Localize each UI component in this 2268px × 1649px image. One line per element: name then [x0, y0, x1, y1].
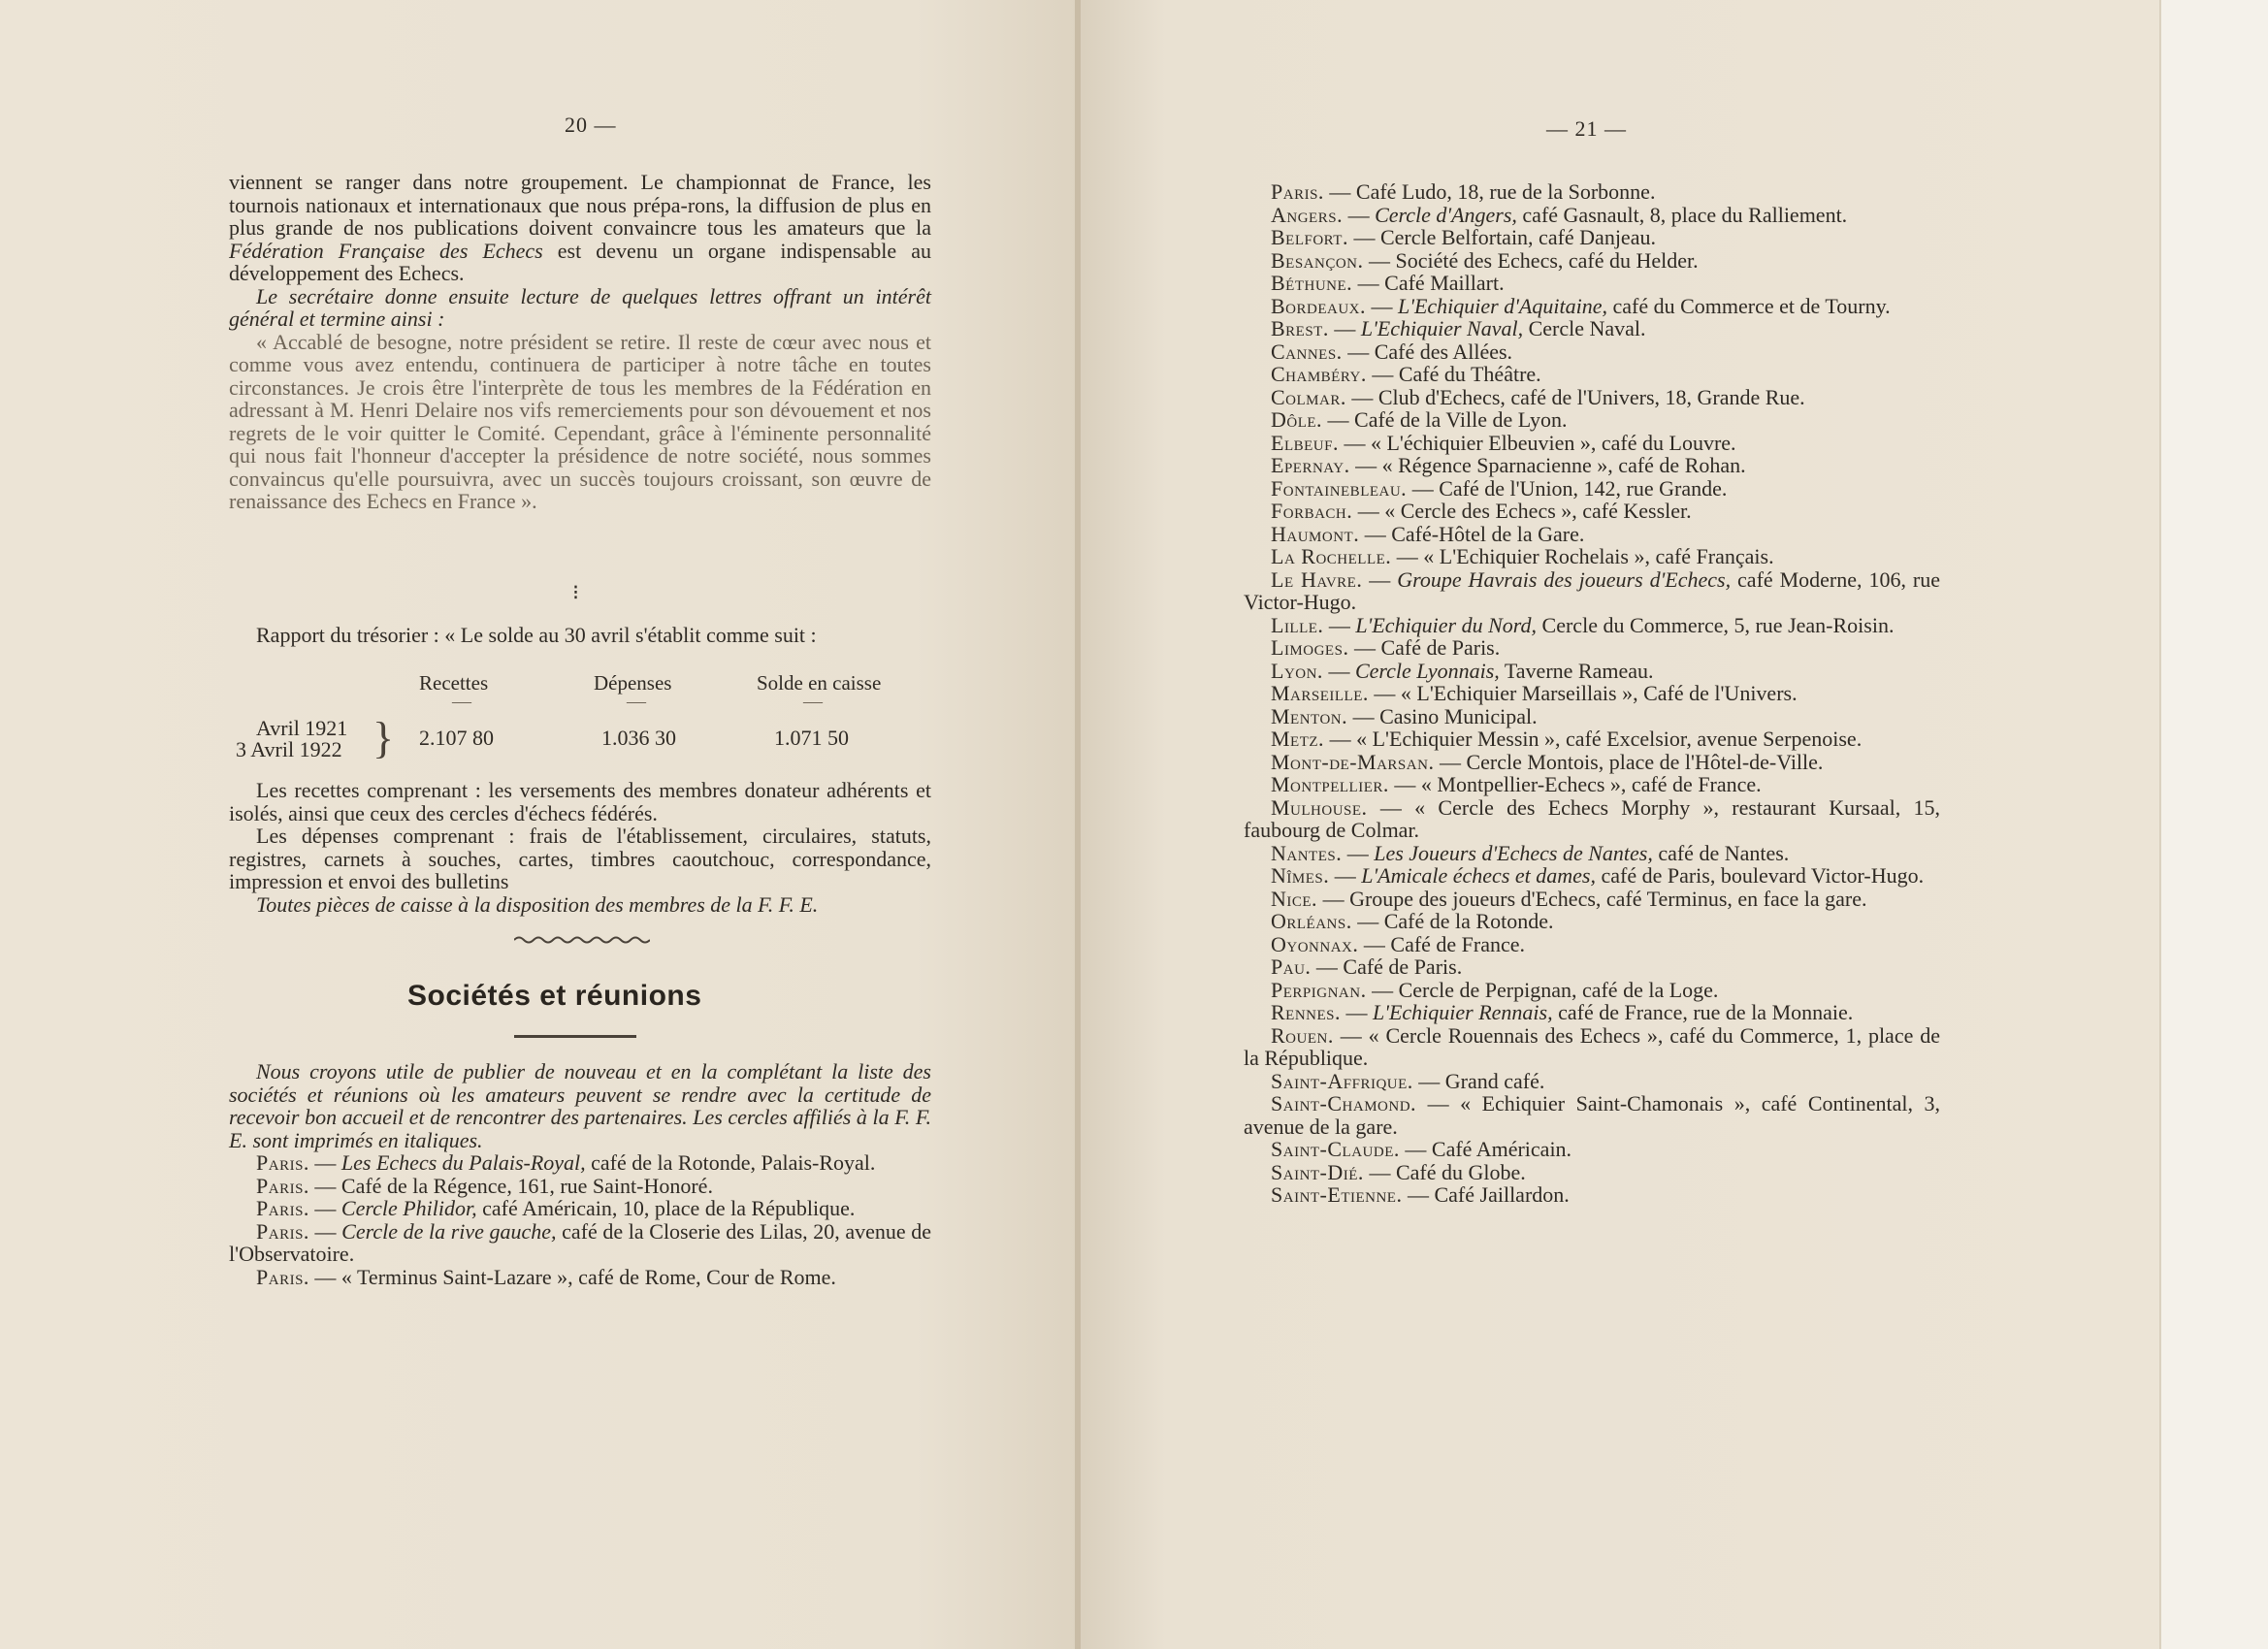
entry-rest: « L'échiquier Elbeuvien », café du Louvre. [1370, 430, 1736, 455]
list-item: Belfort. — Cercle Belfortain, café Danjeau. [1271, 225, 1656, 249]
entry-city: Forbach. [1271, 499, 1353, 523]
entry-city: Paris. [256, 1150, 309, 1175]
table-dash: — [627, 691, 646, 712]
entry-rest: Cercle Naval. [1528, 316, 1646, 340]
entry-city: Limoges. [1271, 635, 1349, 660]
intro-tail: est devenu un organe indispensable au développement des Echecs. [229, 238, 932, 285]
list-item: Paris. — Café Ludo, 18, rue de la Sorbonne. [1271, 179, 1656, 204]
entry-club: L'Echiquier Naval, [1360, 316, 1524, 340]
entry-rest: « L'Echiquier Messin », café Excelsior, avenue Serpenoise. [1356, 727, 1863, 751]
entry-rest: Casino Municipal. [1379, 703, 1538, 728]
entry-rest: café Moderne, 106, rue Victor-Hugo. [1244, 566, 1940, 614]
list-item: Saint-Claude. — Café Américain. [1271, 1137, 1572, 1161]
scan-margin [2161, 0, 2268, 1649]
entry-rest: café du Commerce et de Tourny. [1612, 293, 1891, 318]
entry-club: Cercle d'Angers, [1375, 202, 1517, 227]
rapport-text: Rapport du trésorier : « Le solde au 30 avril s'établit comme suit : [256, 623, 817, 647]
entry-club: Cercle Lyonnais, [1354, 658, 1500, 683]
entry-rest: Taverne Rameau. [1504, 658, 1654, 683]
list-item: Metz. — « L'Echiquier Messin », café Excelsior, avenue Serpenoise. [1271, 727, 1863, 751]
table-value-solde: 1.071 50 [774, 726, 849, 750]
list-item: Marseille. — « L'Echiquier Marseillais », Café de l'Univers. [1271, 681, 1798, 705]
entry-city: Paris. [256, 1218, 309, 1244]
entry-rest: Cercle de Perpignan, café de la Loge. [1398, 977, 1719, 1002]
list-item: Oyonnax. — Café de France. [1271, 931, 1526, 956]
entry-city: Epernay. [1271, 453, 1350, 477]
intro-text: viennent se ranger dans notre groupement. Le championnat de France, les tournois nationaux et internationaux que nous prépa-rons, la diffusion de plus en plus grande de nos publications doivent convaincre tous les amateurs que la [229, 170, 931, 240]
entry-city: Mont-de-Marsan. [1271, 749, 1435, 774]
entry-rest: Cercle du Commerce, 5, rue Jean-Roisin. [1541, 612, 1895, 637]
entry-city: Saint-Claude. [1271, 1137, 1400, 1161]
list-item: Dôle. — Café de la Ville de Lyon. [1271, 407, 1568, 432]
table-header-depenses: Dépenses [594, 671, 672, 695]
entry-city: Marseille. [1271, 681, 1369, 705]
entry-city: La Rochelle. [1271, 544, 1392, 568]
entry-city: Le Havre. [1271, 566, 1363, 592]
left-mid-text [229, 779, 931, 916]
pieces-text: Toutes pièces de caisse à la disposition des membres de la F. F. E. [256, 891, 819, 917]
list-item: Forbach. — « Cercle des Echecs », café Kessler. [1271, 499, 1692, 523]
entry-city: Chambéry. [1271, 362, 1367, 386]
entry-name: Café de la Régence, 161, rue Saint-Honoré. [340, 1173, 713, 1198]
entry-city: Béthune. [1271, 271, 1353, 295]
entry-city: Rennes. [1271, 1000, 1342, 1024]
list-item: Saint-Etienne. — Café Jaillardon. [1271, 1182, 1570, 1207]
list-item: Chambéry. — Café du Théâtre. [1271, 362, 1541, 386]
entry-city: Brest. [1271, 316, 1329, 340]
entry-city: Elbeuf. [1271, 430, 1339, 455]
entry-name: Les Echecs du Palais-Royal, [340, 1150, 586, 1175]
entry-rest: « Cercle Rouennais des Echecs », café du Commerce, 1, place de la République. [1244, 1022, 1941, 1070]
entry-city: Paris. [256, 1264, 309, 1289]
entry-rest: Cercle Montois, place de l'Hôtel-de-Ville. [1466, 749, 1824, 774]
rapport-line [229, 624, 931, 646]
list-item: Menton. — Casino Municipal. [1271, 703, 1538, 728]
table-dash: — [803, 691, 823, 712]
entry-city: Dôle. [1271, 407, 1323, 432]
entry-rest: Café de France. [1390, 931, 1526, 956]
list-item: Angers. — Cercle d'Angers, café Gasnault, 8, place du Ralliement. [1271, 202, 1848, 227]
entry-name: « Terminus Saint-Lazare », café de Rome, Cour de Rome. [340, 1264, 836, 1289]
entry-city: Orléans. [1271, 909, 1352, 933]
list-item: Paris. — Café de la Régence, 161, rue Saint-Honoré. [256, 1173, 713, 1198]
entry-rest: café de France, rue de la Monnaie. [1558, 1000, 1854, 1024]
entry-rest: Café du Théâtre. [1398, 362, 1541, 386]
entry-city: Lille. [1271, 612, 1324, 637]
table-value-recettes: 2.107 80 [419, 726, 494, 750]
entry-rest: « Cercle des Echecs Morphy », restaurant Kursaal, 15, faubourg de Colmar. [1244, 794, 1940, 842]
entry-city: Besançon. [1271, 247, 1364, 273]
right-folio: — 21 — [1546, 116, 1627, 141]
list-item: Elbeuf. — « L'échiquier Elbeuvien », café du Louvre. [1271, 430, 1736, 455]
table-header-recettes: Recettes [419, 671, 489, 695]
list-item: Paris. — Les Echecs du Palais-Royal, café de la Rotonde, Palais-Royal. [256, 1150, 876, 1175]
list-item: Paris. — « Terminus Saint-Lazare », café de Rome, Cour de Rome. [256, 1264, 836, 1289]
entry-club: L'Amicale échecs et dames, [1361, 863, 1596, 888]
entry-rest: Café Jaillardon. [1434, 1182, 1570, 1207]
entry-city: Paris. [256, 1196, 309, 1220]
entry-rest: « Régence Sparnacienne », café de Rohan. [1381, 453, 1746, 477]
list-item: La Rochelle. — « L'Echiquier Rochelais », café Français. [1271, 544, 1774, 568]
entry-rest: Café de la Ville de Lyon. [1354, 407, 1568, 432]
list-item: Pau. — Café de Paris. [1271, 954, 1463, 979]
entry-city: Montpellier. [1271, 772, 1389, 796]
entry-rest: café Américain, 10, place de la République. [482, 1196, 856, 1220]
heading-rule [514, 1035, 636, 1038]
depenses-text: Les dépenses comprenant : frais de l'établissement, circulaires, statuts, registres, carnets à souches, cartes, timbres caoutchouc, correspondance, impression et envoi des bulletins [229, 824, 931, 893]
list-item: Fontainebleau. — Café de l'Union, 142, rue Grande. [1271, 475, 1728, 501]
list-item: Saint-Affrique. — Grand café. [1271, 1068, 1545, 1093]
list-item: Epernay. — « Régence Sparnacienne », café de Rohan. [1271, 453, 1746, 477]
list-item: Nîmes. — L'Amicale échecs et dames, café de Paris, boulevard Victor-Hugo. [1271, 863, 1925, 888]
entry-rest: Club d'Echecs, café de l'Univers, 18, Grande Rue. [1377, 384, 1805, 409]
entry-city: Saint-Dié. [1271, 1159, 1364, 1184]
list-item: Brest. — L'Echiquier Naval, Cercle Naval. [1271, 316, 1646, 340]
book-gutter [1075, 0, 1081, 1649]
societes-intro: Nous croyons utile de publier de nouveau et en la complétant la liste des sociétés et réunions où les amateurs peuvent se rendre avec la certitude de recevoir bon accueil et de rencontrer des partenaires. Les cercles affiliés à la F. F. E. sont imprimés en italiques. [229, 1059, 931, 1152]
entry-city: Saint-Chamond. [1271, 1091, 1417, 1116]
entry-rest: Cercle Belfortain, café Danjeau. [1379, 225, 1656, 249]
entry-rest: « Montpellier-Echecs », café de France. [1420, 772, 1762, 796]
list-item: Le Havre. — Groupe Havrais des joueurs d'Echecs, café Moderne, 106, rue Victor-Hugo. [1244, 566, 1940, 614]
entry-rest: Café-Hôtel de la Gare. [1391, 521, 1585, 546]
list-item: Montpellier. — « Montpellier-Echecs », café de France. [1271, 772, 1762, 796]
entry-name: Cercle Philidor, [340, 1196, 477, 1220]
recettes-text: Les recettes comprenant : les versements des membres donateur adhérents et isolés, ainsi que ceux des cercles d'échecs fédérés. [229, 778, 931, 825]
entry-rest: « Cercle des Echecs », café Kessler. [1384, 499, 1692, 523]
entry-city: Metz. [1271, 727, 1325, 751]
entry-club: Les Joueurs d'Echecs de Nantes, [1374, 840, 1653, 865]
table-brace: } [373, 713, 395, 762]
entry-rest: « L'Echiquier Rochelais », café Français. [1423, 544, 1774, 568]
entry-rest: café de Paris, boulevard Victor-Hugo. [1601, 863, 1925, 888]
separator-dots: ⁝ [572, 580, 579, 604]
list-item: Orléans. — Café de la Rotonde. [1271, 909, 1554, 933]
entry-rest: Café de l'Union, 142, rue Grande. [1439, 475, 1728, 501]
list-item: Lyon. — Cercle Lyonnais, Taverne Rameau. [1271, 658, 1654, 683]
entry-city: Haumont. [1271, 521, 1360, 546]
entry-rest: Café Ludo, 18, rue de la Sorbonne. [1355, 179, 1656, 204]
list-item: Saint-Chamond. — « Echiquier Saint-Chamonais », café Continental, 3, avenue de la gare. [1244, 1091, 1940, 1139]
entry-rest: « L'Echiquier Marseillais », Café de l'Univers. [1400, 681, 1798, 705]
list-item: Bordeaux. — L'Echiquier d'Aquitaine, café du Commerce et de Tourny. [1271, 293, 1891, 318]
list-item: Limoges. — Café de Paris. [1271, 635, 1501, 660]
entry-rest: café Gasnault, 8, place du Ralliement. [1522, 202, 1848, 227]
entry-city: Oyonnax. [1271, 931, 1359, 956]
entry-club: Groupe Havrais des joueurs d'Echecs, [1397, 566, 1732, 592]
table-date-start: Avril 1921 [256, 716, 348, 740]
list-item: Rouen. — « Cercle Rouennais des Echecs », café du Commerce, 1, place de la République. [1244, 1022, 1941, 1070]
list-item: Nantes. — Les Joueurs d'Echecs de Nantes, café de Nantes. [1271, 840, 1790, 865]
entry-rest: Société des Echecs, café du Helder. [1395, 247, 1699, 273]
section-heading: Sociétés et réunions [407, 980, 702, 1012]
entry-city: Perpignan. [1271, 977, 1367, 1002]
entry-city: Menton. [1271, 703, 1348, 728]
list-item: Nice. — Groupe des joueurs d'Echecs, café Terminus, en face la gare. [1271, 886, 1867, 911]
entry-rest: Café Maillart. [1384, 271, 1505, 295]
entry-club: L'Echiquier Rennais, [1373, 1000, 1553, 1024]
entry-rest: Grand café. [1444, 1068, 1545, 1093]
entry-city: Angers. [1271, 202, 1344, 227]
entry-club: L'Echiquier du Nord, [1355, 612, 1538, 637]
entry-rest: « Echiquier Saint-Chamonais », café Continental, 3, avenue de la gare. [1244, 1091, 1940, 1139]
list-item: Cannes. — Café des Allées. [1271, 339, 1513, 364]
entry-rest: café de la Closerie des Lilas, 20, avenue de l'Observatoire. [229, 1218, 932, 1266]
entry-city: Nîmes. [1271, 863, 1330, 888]
entry-city: Belfort. [1271, 225, 1348, 249]
entry-city: Saint-Affrique. [1271, 1068, 1413, 1093]
left-top-text [229, 171, 931, 513]
entry-rest: Café du Globe. [1395, 1159, 1526, 1184]
list-item: Mulhouse. — « Cercle des Echecs Morphy », restaurant Kursaal, 15, faubourg de Colmar. [1244, 794, 1940, 842]
list-item: Lille. — L'Echiquier du Nord, Cercle du Commerce, 5, rue Jean-Roisin. [1271, 612, 1895, 637]
entry-city: Mulhouse. [1271, 794, 1368, 820]
list-item: Paris. — Cercle Philidor, café Américain, 10, place de la République. [256, 1196, 856, 1220]
entry-city: Nantes. [1271, 840, 1343, 865]
entry-city: Fontainebleau. [1271, 475, 1408, 501]
entry-club: L'Echiquier d'Aquitaine, [1398, 293, 1607, 318]
entry-city: Pau. [1271, 954, 1312, 979]
table-date-end: 3 Avril 1922 [236, 737, 342, 761]
list-item: Mont-de-Marsan. — Cercle Montois, place de l'Hôtel-de-Ville. [1271, 749, 1824, 774]
entry-name: Cercle de la rive gauche, [341, 1218, 557, 1244]
entry-city: Rouen. [1271, 1022, 1334, 1048]
wavy-ornament [514, 933, 650, 947]
entry-rest: Groupe des joueurs d'Echecs, café Terminus, en face la gare. [1349, 886, 1867, 911]
entry-city: Cannes. [1271, 339, 1343, 364]
quote-paragraph: « Accablé de besogne, notre président se retire. Il reste de cœur avec nous et comme vous avez entendu, continuera de participer à notre tâche en toutes circonstances. Je crois être l'interprète de tous les membres de la Fédération en adressant à M. Henri Delaire nos vifs remerciements pour son dévouement et nos regrets de le voir quitter le Comité. Cependant, grâce à l'éminente personnalité qui nous fait l'honneur d'accepter la présidence de notre société, nous sommes convaincus qu'elle poursuivra, avec un succès toujours croissant, son œuvre de renaissance des Echecs en France ». [229, 329, 931, 513]
entry-city: Paris. [1271, 179, 1324, 204]
entry-rest: café de Nantes. [1658, 840, 1790, 865]
entry-rest: Café de Paris. [1380, 635, 1501, 660]
list-item: Haumont. — Café-Hôtel de la Gare. [1271, 521, 1585, 546]
table-dash: — [452, 691, 471, 712]
entry-rest: café de la Rotonde, Palais-Royal. [591, 1150, 876, 1175]
list-item: Paris. — Cercle de la rive gauche, café de la Closerie des Lilas, 20, avenue de l'Observatoire. [229, 1218, 932, 1266]
entry-rest: Café des Allées. [1374, 339, 1513, 364]
entry-city: Paris. [256, 1173, 309, 1198]
left-bottom-text [229, 1060, 931, 1288]
intro-paragraph [229, 171, 931, 285]
entry-city: Saint-Etienne. [1271, 1182, 1403, 1207]
list-item: Rennes. — L'Echiquier Rennais, café de France, rue de la Monnaie. [1271, 1000, 1854, 1024]
list-item: Colmar. — Club d'Echecs, café de l'Univers, 18, Grande Rue. [1271, 384, 1805, 409]
entry-city: Lyon. [1271, 658, 1323, 683]
table-value-depenses: 1.036 30 [601, 726, 676, 750]
intro-italic: Fédération Française des Echecs [229, 238, 543, 263]
entry-city: Nice. [1271, 886, 1318, 911]
list-item: Besançon. — Société des Echecs, café du Helder. [1271, 247, 1699, 273]
entry-rest: Café de Paris. [1343, 954, 1463, 979]
right-entry-list [1244, 180, 1940, 1207]
list-item: Béthune. — Café Maillart. [1271, 271, 1505, 295]
list-item: Saint-Dié. — Café du Globe. [1271, 1159, 1526, 1184]
entry-city: Bordeaux. [1271, 293, 1367, 318]
left-entry-list [229, 1151, 931, 1288]
entry-rest: Café de la Rotonde. [1383, 909, 1554, 933]
table-header-solde: Solde en caisse [757, 671, 882, 695]
entry-city: Colmar. [1271, 384, 1346, 409]
list-item: Perpignan. — Cercle de Perpignan, café de la Loge. [1271, 977, 1719, 1002]
left-folio: 20 — [565, 113, 617, 137]
secretary-line: Le secrétaire donne ensuite lecture de quelques lettres offrant un intérêt général et termine ainsi : [229, 283, 931, 331]
entry-rest: Café Américain. [1431, 1137, 1572, 1161]
